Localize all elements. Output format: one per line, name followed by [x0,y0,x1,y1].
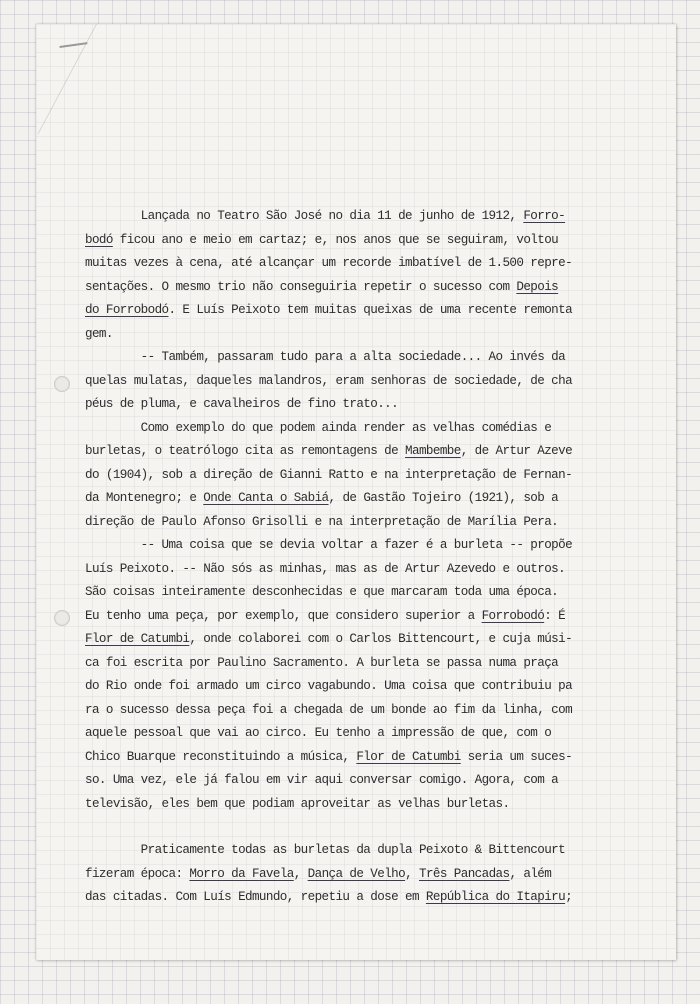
text-line [85,628,645,652]
text-run: -- Uma coisa que se devia voltar a fazer é a burleta -- propõe [85,538,573,552]
underlined-title: Dança de Velho [307,866,406,881]
underlined-title: Flor de Catumbi [356,749,461,764]
text-run: Lançada no Teatro São José no dia 11 de junho de 1912, [85,209,524,223]
text-run: fizeram época: [85,866,190,881]
underlined-title: Morro da Favela [189,866,294,881]
text-run: Como exemplo do que podem ainda render as velhas comédias e [85,420,552,435]
paragraph-gap [85,816,645,839]
text-line [85,722,645,746]
text-line [85,440,645,464]
underlined-title: Onde Canta o Sabiá [203,491,329,505]
text-run: da Montenegro; e [85,491,204,505]
text-line [85,675,645,699]
text-run: so. Uma vez, ele já falou em vir aqui conversar comigo. Agora, com a [85,773,559,787]
text-run: -- Também, passaram tudo para a alta sociedade... Ao invés da [85,350,566,364]
text-run: gem. [85,326,113,341]
text-run: péus de pluma, e cavalheiros de fino trato... [85,397,399,411]
text-line [85,370,645,394]
text-run: , além [509,866,552,881]
text-line [85,534,645,558]
underlined-title: República do Itapiru [425,890,566,904]
text-line [85,487,645,511]
text-line [85,323,645,347]
text-line [85,605,645,629]
text-run: , [293,866,308,881]
text-line [85,346,645,370]
text-run: burletas, o teatrólogo cita as remontagens de [85,444,406,458]
text-line [85,229,645,253]
text-line [85,205,645,229]
text-run: aquele pessoal que vai ao circo. Eu tenho a impressão de que, com o [85,726,552,740]
text-run: muitas vezes à cena, até alcançar um recorde imbatível de 1.500 repre- [85,256,573,270]
underlined-title: Forrobodó [481,608,545,623]
text-run: São coisas inteiramente desconhecidas e que marcaram toda uma época. [85,585,559,599]
text-line [85,699,645,723]
text-run: ficou ano e meio em cartaz; e, nos anos que se seguiram, voltou [112,232,559,247]
underlined-title: Mambembe [405,444,461,458]
text-run: seria um suces- [460,749,573,764]
text-line [85,511,645,535]
paragraph [85,346,645,417]
text-run: ca foi escrita por Paulino Sacramento. A burleta se passa numa praça [85,655,559,670]
text-run: Chico Buarque reconstituindo a música, [85,749,357,764]
text-run: . E Luís Peixoto tem muitas queixas de uma recente remonta [168,303,573,317]
paragraph [85,839,645,910]
paragraph [85,417,645,535]
text-run: das citadas. Com Luís Edmundo, repetiu a dose em [85,890,426,904]
text-line [85,746,645,770]
text-run: , de Gastão Tojeiro (1921), sob a [328,491,559,505]
underlined-title: do Forrobodó [85,303,169,317]
text-line [85,839,645,863]
text-run: ; [565,890,573,904]
text-run: direção de Paulo Afonso Grisolli e na interpretação de Marília Pera. [85,514,559,529]
text-run: : É [544,608,566,623]
text-line [85,769,645,793]
text-line [85,464,645,488]
text-run: ra o sucesso dessa peça foi a chegada de um bonde ao fim da linha, com [85,702,573,717]
underlined-title: Três Pancadas [419,866,510,881]
text-run: sentações. O mesmo trio não conseguiria repetir o sucesso com [85,279,517,294]
paragraph [85,534,645,816]
document-body [85,205,645,910]
text-line [85,863,645,887]
folded-corner [36,24,97,134]
text-line [85,652,645,676]
text-line [85,581,645,605]
text-run: do Rio onde foi armado um circo vagabundo. Uma coisa que contribuiu pa [85,679,573,693]
text-run: Eu tenho uma peça, por exemplo, que considero superior a [85,608,482,623]
underlined-title: bodó [85,232,113,247]
paragraph [85,205,645,346]
text-run: , onde colaborei com o Carlos Bittencourt, e cuja músi- [189,632,573,646]
text-run: do (1904), sob a direção de Gianni Ratto e na interpretação de Fernan- [85,467,573,482]
text-run: , de Artur Azeve [460,444,573,458]
text-run: Luís Peixoto. -- Não sós as minhas, mas as de Artur Azevedo e outros. [85,561,566,576]
punch-hole-icon [54,376,70,392]
text-run: televisão, eles bem que podiam aproveitar as velhas burletas. [85,796,510,811]
text-line [85,417,645,441]
text-line [85,886,645,910]
punch-hole-icon [54,610,70,626]
underlined-title: Depois [516,279,559,294]
text-line [85,252,645,276]
text-run: , [405,866,419,881]
text-line [85,558,645,582]
underlined-title: Flor de Catumbi [85,632,190,646]
text-run: Praticamente todas as burletas da dupla Peixoto & Bittencourt [85,843,566,857]
text-run: quelas mulatas, daqueles malandros, eram senhoras de sociedade, de cha [85,373,573,388]
text-line [85,393,645,417]
text-line [85,276,645,300]
underlined-title: Forro- [523,209,566,223]
text-line [85,793,645,817]
text-line [85,299,645,323]
